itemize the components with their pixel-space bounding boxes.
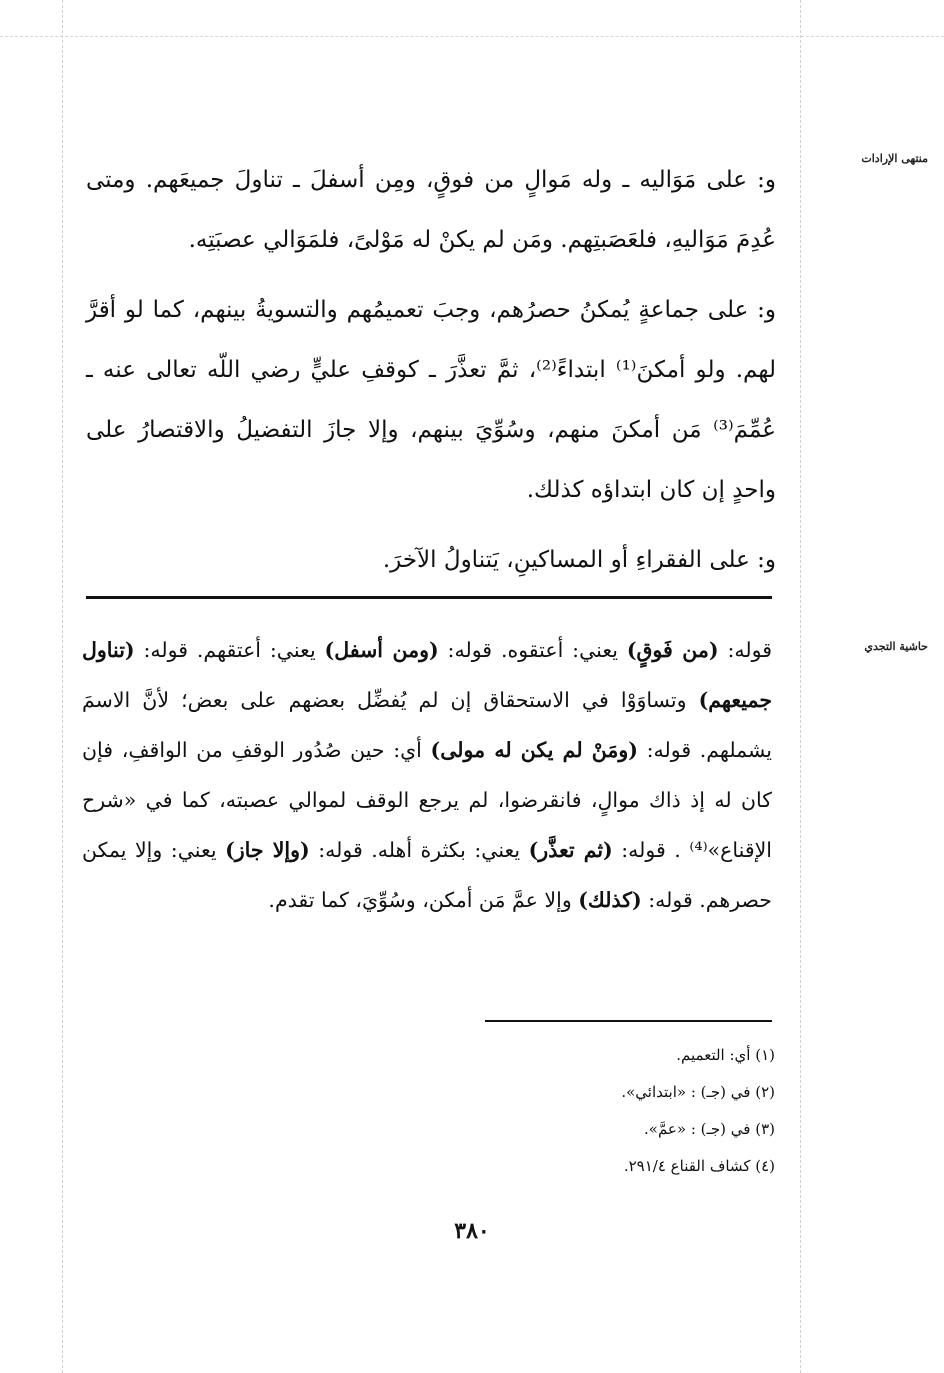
footnote: (٢) في (جـ) : «ابتدائي». [621, 1083, 775, 1101]
commentary-run: يعني: بكثرة أهله. قوله: [309, 838, 529, 862]
page-number: ٣٨٠ [454, 1218, 490, 1244]
side-label-commentary: حاشية التجدي [864, 640, 928, 653]
main-paragraph: و: على مَوَاليه ـ وله مَوالٍ من فوقٍ، ومِن أسفلَ ـ تناولَ جميعَهم. ومتى عُدِمَ مَوَاليهِ، فلعَصَبتِهم. ومَن لم يكنْ له مَوْلىً، فلمَوَالي عصبَتِه. [86, 167, 776, 253]
main-paragraph: و: على جماعةٍ يُمكنُ حصرُهم، وجبَ تعميمُهم والتسويةُ بينهم، كما لو أقرَّ لهم. ولو أمكنَ⁽¹⁾ ابتداءً⁽²⁾، ثمَّ تعذَّرَ ـ كوقفِ عليٍّ رضي اللّه تعالى عنه ـ عُمِّمَ⁽³⁾ مَن أمكنَ منهم، وسُوِّيَ بينهم، وإلا جازَ التفضيلُ والاقتصارُ على واحدٍ إن كان ابتداؤه كذلك. [86, 297, 776, 503]
commentary-run: قوله: [718, 638, 772, 662]
scan-guide-line [800, 0, 801, 1373]
commentary-run: أي: حين صُدُور الوقفِ من الواقفِ، فإن كان له إذ ذاك موالٍ، فانقرضوا، لم يرجع الوقف لموالي عصبته، كما في «شرح الإقناع»⁽⁴⁾ . قوله: [82, 738, 773, 862]
footnote: (١) أي: التعميم. [676, 1046, 775, 1064]
commentary-lemma: (ومن أسفل) [324, 638, 439, 662]
commentary-lemma: (تناول جميعهم) [82, 638, 772, 712]
footnote: (٤) كشاف القناع ٢٩١/٤. [623, 1157, 775, 1175]
main-paragraph: و: على الفقراءِ أو المساكينِ، يَتناولُ الآخرَ. [382, 547, 776, 573]
commentary-lemma: (ثم تعذَّر) [528, 838, 613, 862]
section-divider [86, 596, 772, 599]
commentary-run: وتساوَوْا في الاستحقاق إن لم يُفضِّل بعضهم على بعض؛ لأنَّ الاسمَ يشملهم. قوله: [82, 688, 773, 762]
footnotes [430, 1037, 775, 1185]
commentary-lemma: (كذلك) [578, 888, 642, 912]
commentary-text [82, 625, 772, 925]
commentary-lemma: (ومَنْ لم يكن له مولى) [430, 738, 638, 762]
commentary-lemma: (وإلا جاز) [225, 838, 310, 862]
commentary-run: يعني: وإلا يمكن حصرهم. قوله: [82, 838, 772, 912]
scan-guide-line [0, 36, 944, 37]
commentary-run: وإلا عمَّ مَن أمكن، وسُوِّيَ، كما تقدم. [268, 888, 579, 912]
scan-guide-line [62, 0, 63, 1373]
footnote-divider [485, 1020, 772, 1022]
side-label-main: منتهى الإرادات [861, 152, 928, 165]
commentary-run: يعني: أعتقهم. قوله: [134, 638, 325, 662]
commentary-lemma: (من فَوقٍ) [626, 638, 719, 662]
commentary-run: يعني: أعتقوه. قوله: [438, 638, 627, 662]
main-text [86, 150, 776, 590]
footnote: (٣) في (جـ) : «عمَّ». [644, 1120, 775, 1138]
